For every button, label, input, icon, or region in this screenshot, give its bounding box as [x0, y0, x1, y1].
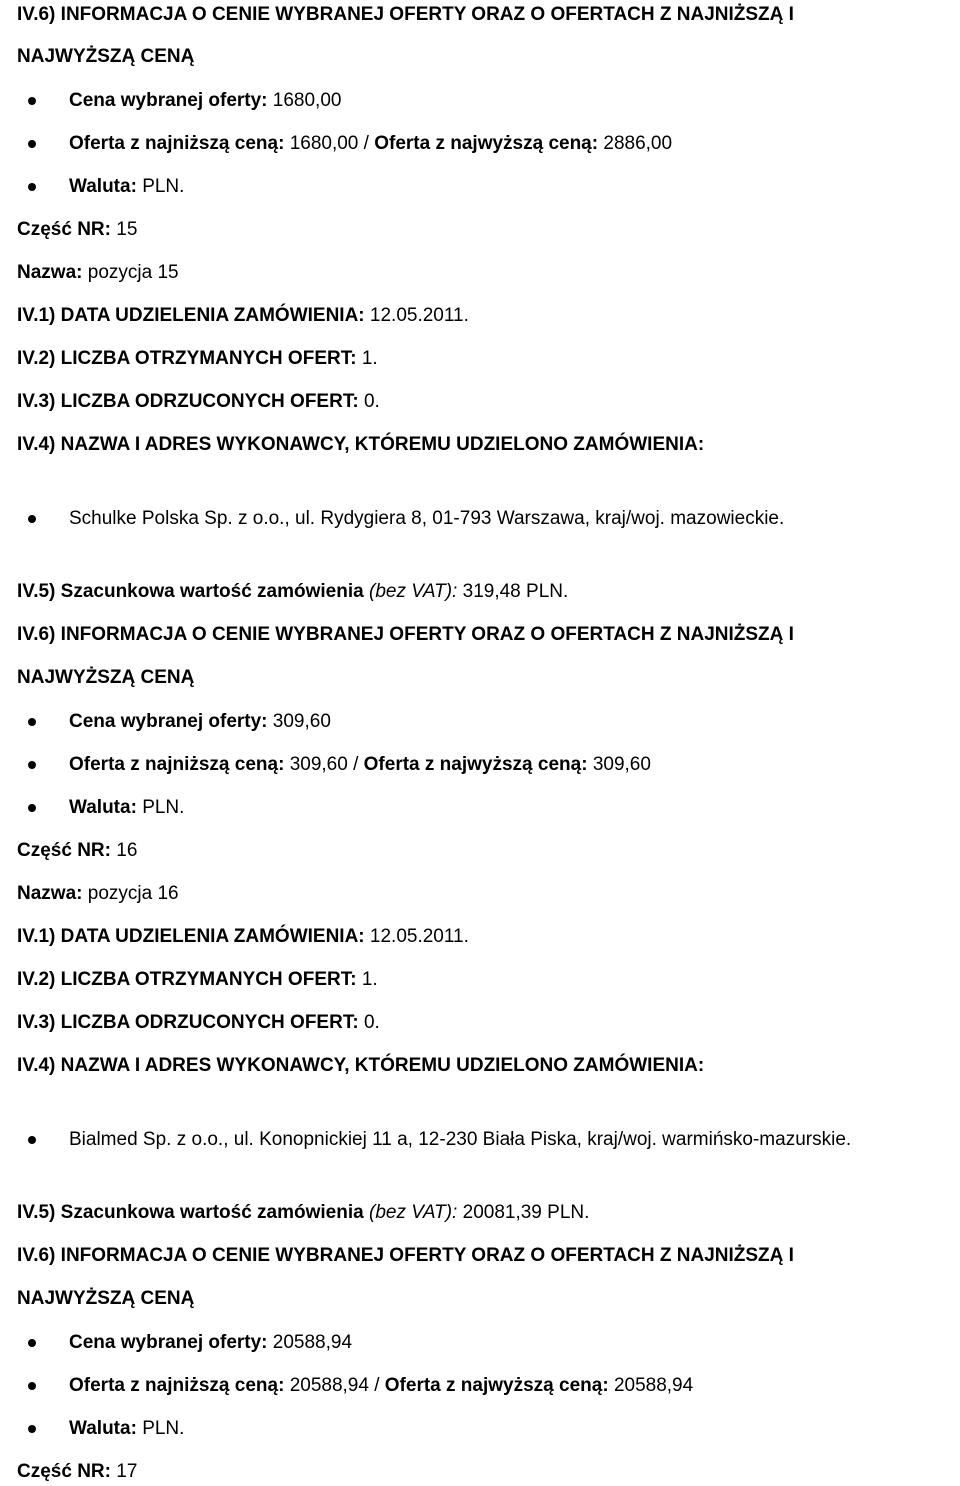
currency: Waluta: PLN.: [69, 797, 185, 818]
bullet: [28, 97, 36, 105]
bullet: [28, 761, 36, 769]
lowest-highest-offer: Oferta z najniższą ceną: 20588,94 / Oferta z najwyższą ceną: 20588,94: [69, 1375, 694, 1396]
currency: Waluta: PLN.: [69, 1418, 185, 1439]
section-iv6-heading: IV.6) INFORMACJA O CENIE WYBRANEJ OFERTY ORAZ O OFERTACH Z NAJNIŻSZĄ I: [17, 624, 794, 645]
offers-rejected: IV.3) LICZBA ODRZUCONYCH OFERT: 0.: [17, 391, 380, 412]
lowest-highest-offer: Oferta z najniższą ceną: 1680,00 / Oferta z najwyższą ceną: 2886,00: [69, 133, 673, 154]
part-number: Część NR: 15: [17, 219, 138, 240]
estimated-value: IV.5) Szacunkowa wartość zamówienia (bez VAT): 20081,39 PLN.: [17, 1202, 590, 1223]
bullet: [28, 183, 36, 191]
offers-rejected: IV.3) LICZBA ODRZUCONYCH OFERT: 0.: [17, 1012, 380, 1033]
selected-offer-price: Cena wybranej oferty: 309,60: [69, 711, 331, 732]
contractor-heading: IV.4) NAZWA I ADRES WYKONAWCY, KTÓREMU UDZIELONO ZAMÓWIENIA:: [17, 434, 705, 455]
part-number: Część NR: 17: [17, 1461, 138, 1482]
selected-offer-price: Cena wybranej oferty: 20588,94: [69, 1332, 353, 1353]
offers-received: IV.2) LICZBA OTRZYMANYCH OFERT: 1.: [17, 969, 378, 990]
part-name: Nazwa: pozycja 16: [17, 883, 179, 904]
contractor-details: Bialmed Sp. z o.o., ul. Konopnickiej 11 a, 12-230 Biała Piska, kraj/woj. warmińsko-mazurskie.: [69, 1129, 852, 1150]
bullet: [28, 1339, 36, 1347]
bullet: [28, 515, 36, 523]
contractor-details: Schulke Polska Sp. z o.o., ul. Rydygiera 8, 01-793 Warszawa, kraj/woj. mazowieckie.: [69, 508, 785, 529]
part-name: Nazwa: pozycja 15: [17, 262, 179, 283]
contractor-heading: IV.4) NAZWA I ADRES WYKONAWCY, KTÓREMU UDZIELONO ZAMÓWIENIA:: [17, 1055, 705, 1076]
section-iv6-heading-cont: NAJWYŻSZĄ CENĄ: [17, 46, 195, 67]
lowest-highest-offer: Oferta z najniższą ceną: 309,60 / Oferta z najwyższą ceną: 309,60: [69, 754, 651, 775]
section-iv6-heading-cont: NAJWYŻSZĄ CENĄ: [17, 667, 195, 688]
bullet: [28, 1425, 36, 1433]
bullet: [28, 1382, 36, 1390]
award-date: IV.1) DATA UDZIELENIA ZAMÓWIENIA: 12.05.2011.: [17, 926, 469, 947]
bullet: [28, 804, 36, 812]
award-date: IV.1) DATA UDZIELENIA ZAMÓWIENIA: 12.05.2011.: [17, 305, 469, 326]
bullet: [28, 1136, 36, 1144]
section-iv6-heading: IV.6) INFORMACJA O CENIE WYBRANEJ OFERTY ORAZ O OFERTACH Z NAJNIŻSZĄ I: [17, 4, 794, 25]
offers-received: IV.2) LICZBA OTRZYMANYCH OFERT: 1.: [17, 348, 378, 369]
section-iv6-heading-cont: NAJWYŻSZĄ CENĄ: [17, 1288, 195, 1309]
bullet: [28, 140, 36, 148]
selected-offer-price: Cena wybranej oferty: 1680,00: [69, 90, 342, 111]
currency: Waluta: PLN.: [69, 176, 185, 197]
section-iv6-heading: IV.6) INFORMACJA O CENIE WYBRANEJ OFERTY ORAZ O OFERTACH Z NAJNIŻSZĄ I: [17, 1245, 794, 1266]
bullet: [28, 718, 36, 726]
part-number: Część NR: 16: [17, 840, 138, 861]
estimated-value: IV.5) Szacunkowa wartość zamówienia (bez VAT): 319,48 PLN.: [17, 581, 569, 602]
